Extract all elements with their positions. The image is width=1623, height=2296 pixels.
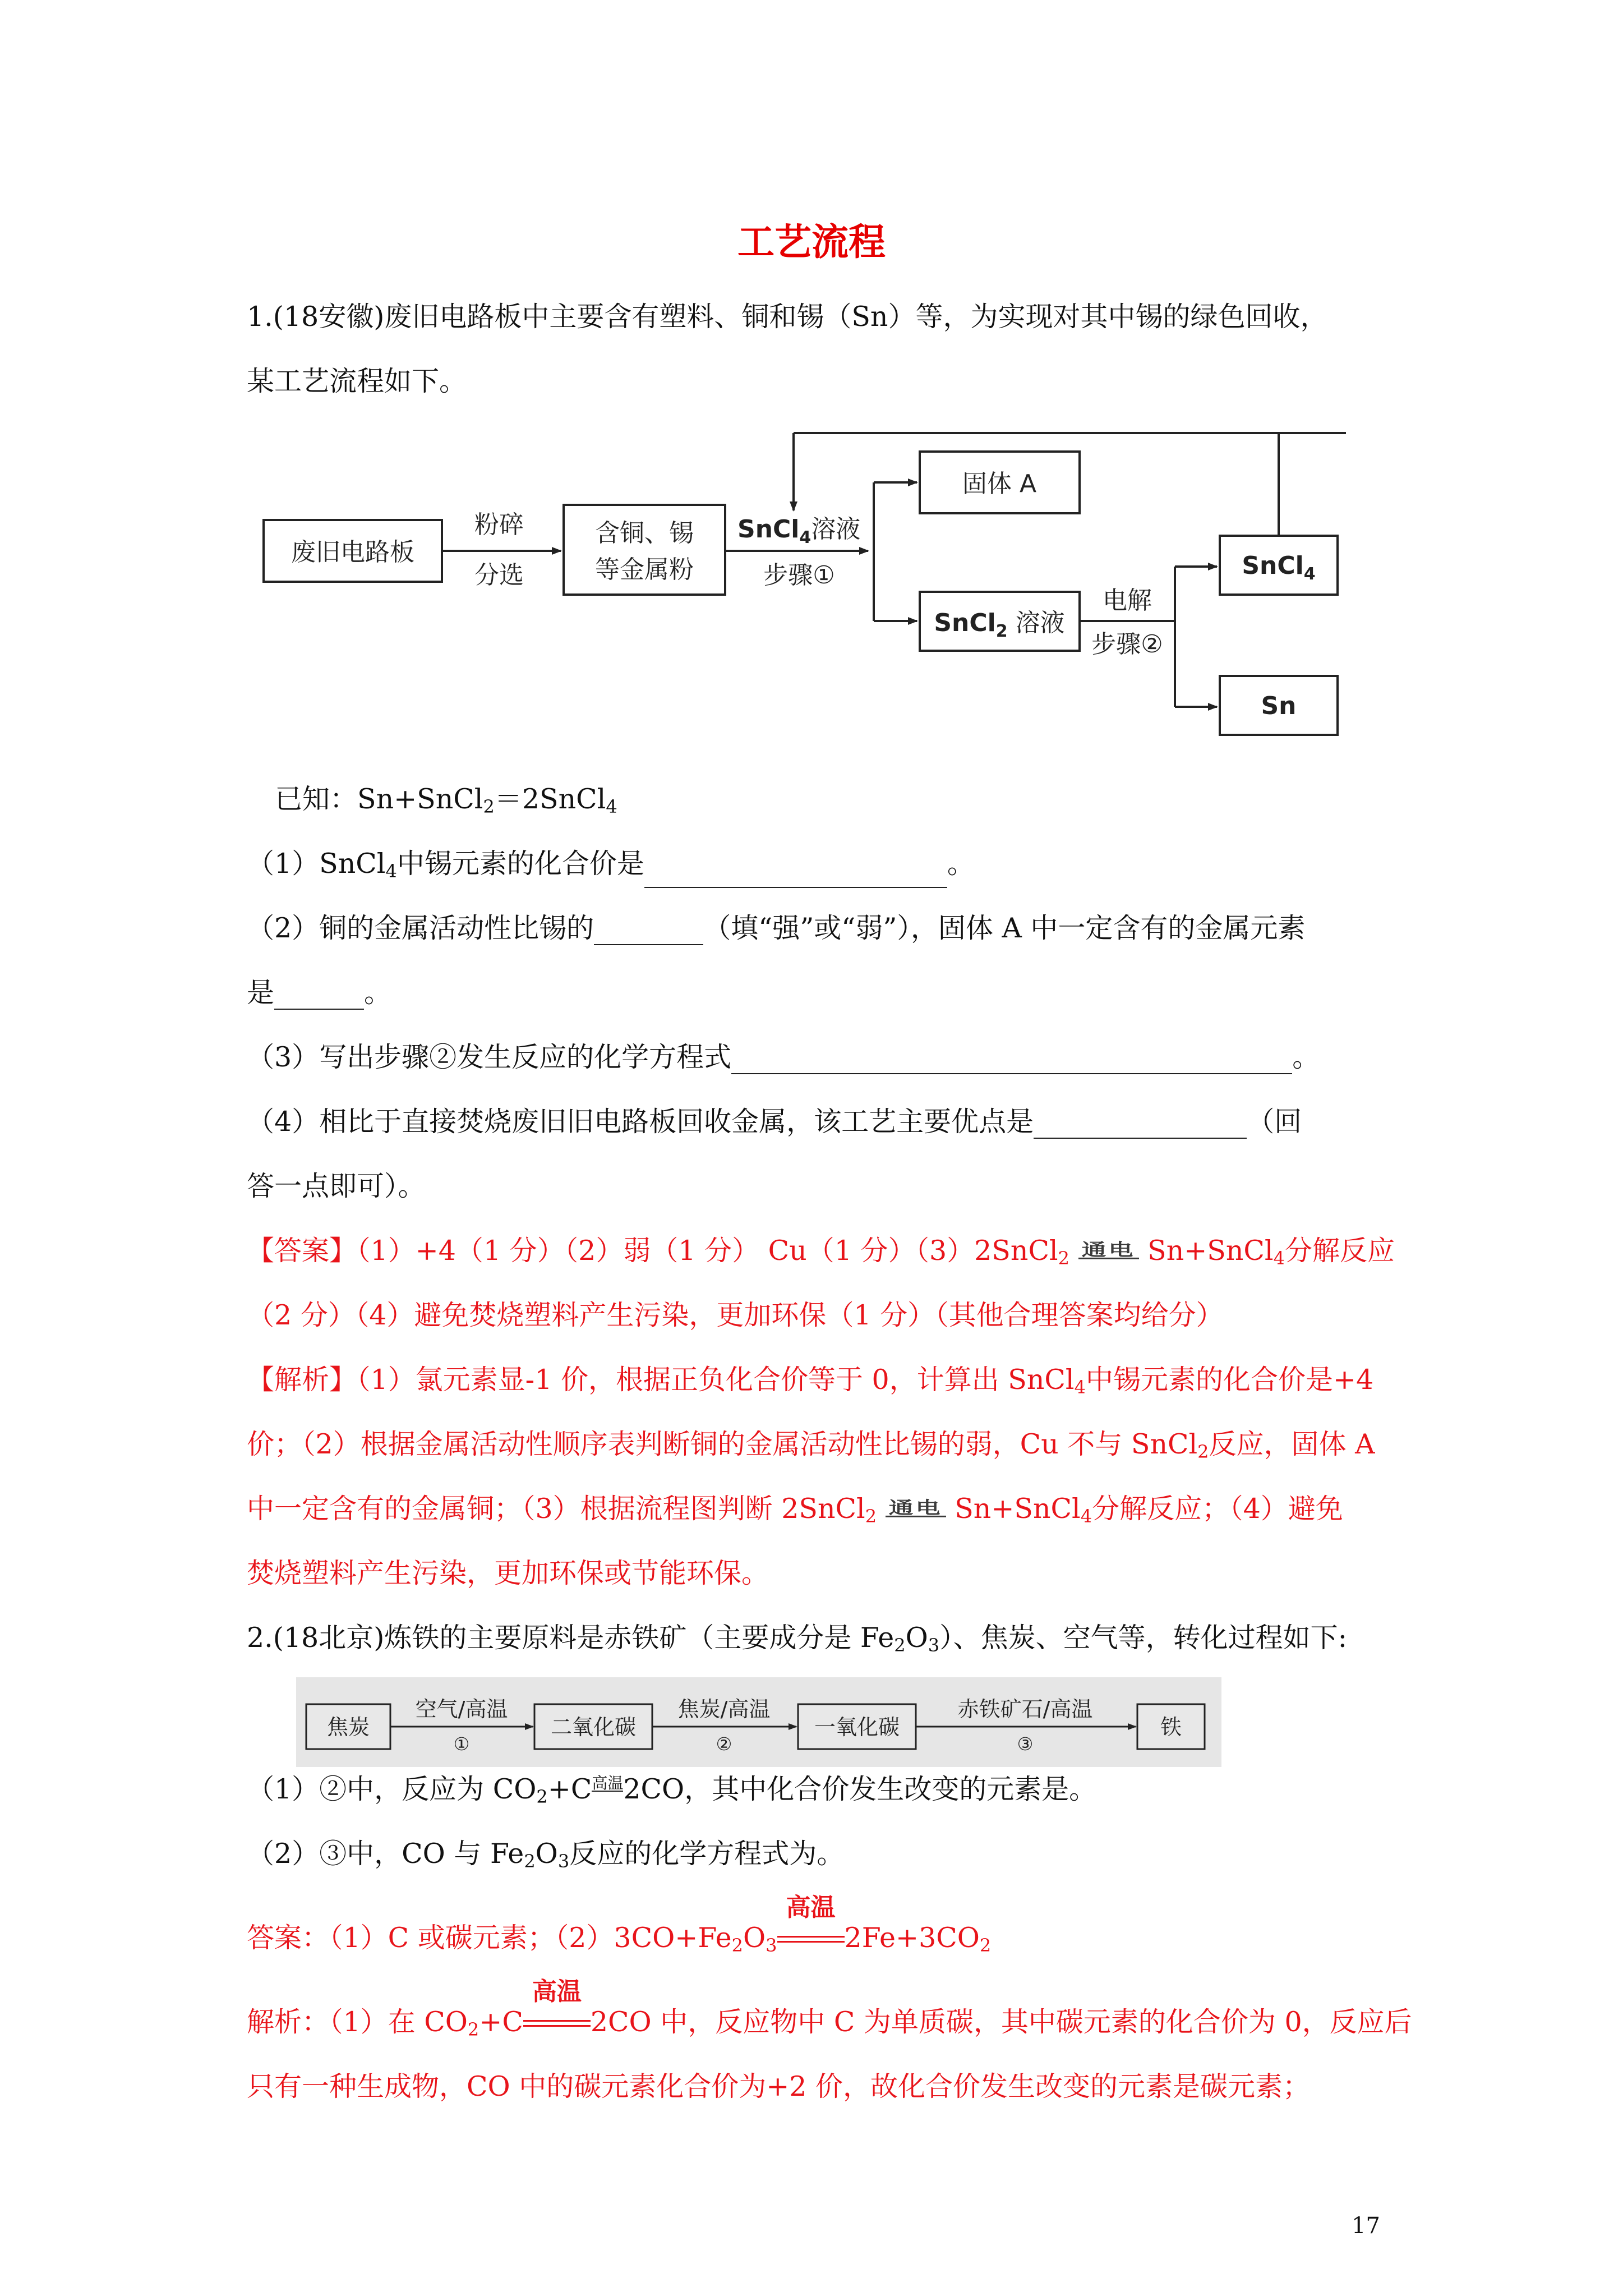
q2-explanation-line2: 只有一种生成物，CO 中的碳元素化合价为+2 价，故化合价发生改变的元素是碳元素；: [247, 2070, 1311, 2102]
label-step-1: ①: [453, 1733, 470, 1755]
page-number: 17: [1352, 2213, 1380, 2239]
condition-high-temp: 高温: [523, 2005, 591, 2039]
answer-blank-5[interactable]: [1034, 1113, 1247, 1139]
label-step-2: ②: [716, 1733, 732, 1755]
q1-part1: （1）SnCl$_4$中锡元素的化合价是 。: [247, 847, 1391, 888]
label-sn: Sn: [1261, 692, 1297, 720]
q1-part4-line2: 答一点即可）。: [247, 1170, 426, 1202]
answer-blank-1[interactable]: [644, 862, 947, 888]
label-co2: 二氧化碳: [550, 1715, 637, 1740]
condition-electrolysis: 通电: [886, 1501, 946, 1517]
label-crush: 粉碎: [474, 510, 524, 539]
label-solid-a: 固体 A: [962, 470, 1037, 498]
q2-part1: （1）②中，反应为 $CO_2+C$高温2CO，其中化合价发生改变的元素是。: [247, 1773, 1097, 1807]
label-powder-line1: 含铜、锡: [595, 519, 694, 547]
label-hematite-high-temp: 赤铁矿石/高温: [957, 1697, 1093, 1722]
label-coke-high-temp: 焦炭/高温: [677, 1697, 771, 1722]
q1-explanation-line3: 中一定含有的金属铜；（3）根据流程图判断 2SnCl$_2$ 通电 Sn+SnCl$_4$分解反应；（4）避免: [247, 1493, 1343, 1527]
condition-high-temp: 高温: [777, 1921, 845, 1955]
answer-blank-2[interactable]: [594, 919, 703, 945]
q1-answer-line2: （2 分）（4）避免焚烧塑料产生污染，更加环保（1 分）（其他合理答案均给分）: [247, 1299, 1224, 1331]
label-coke: 焦炭: [326, 1715, 370, 1740]
q1-explanation-line2: 价；（2）根据金属活动性顺序表判断铜的金属活动性比锡的弱，Cu 不与 SnCl$_2$反应，固体 A: [247, 1428, 1375, 1462]
label-sncl4: SnCl$_4$: [1242, 551, 1316, 584]
q1-part2-line2: 是 。: [247, 977, 392, 1009]
q1-known: 已知：Sn+SnCl$_2$＝2SnCl$_4$: [275, 783, 617, 817]
condition-high-temp: 高温: [592, 1774, 624, 1792]
q1-part4-line1: （4）相比于直接焚烧废旧旧电路板回收金属，该工艺主要优点是 （回: [247, 1106, 1302, 1138]
label-step-3: ③: [1017, 1733, 1034, 1755]
q1-explanation-line4: 焚烧塑料产生污染，更加环保或节能环保。: [247, 1557, 769, 1589]
label-waste-circuit-board: 废旧电路板: [291, 538, 414, 567]
label-electrolysis: 电解: [1103, 586, 1152, 615]
label-sncl2-solution: SnCl$_2$ 溶液: [934, 609, 1065, 641]
label-step2: 步骤②: [1091, 630, 1163, 659]
page-title: 工艺流程: [737, 220, 886, 264]
label-sort: 分选: [474, 561, 524, 590]
q1-part3: （3）写出步骤②发生反应的化学方程式 。: [247, 1041, 1320, 1073]
q1-answer-line1: 【答案】（1）+4（1 分）（2）弱（1 分） Cu（1 分）（3）2SnCl$_2$ 通电 Sn+SnCl$_4$分解反应: [247, 1235, 1395, 1269]
q2-explanation-line1: 解析：（1）在 $CO_2+C$ 高温 2CO 中，反应物中 C 为单质碳，其中碳元素的化合价为 0，反应后: [247, 1977, 1412, 2040]
q1-stem-line2: 某工艺流程如下。: [247, 365, 467, 397]
q1-flow-diagram: [247, 424, 1374, 738]
q1-stem-line1: 1.(18安徽)废旧电路板中主要含有塑料、铜和锡（Sn）等，为实现对其中锡的绿色回收，: [247, 301, 1328, 333]
label-powder-line2: 等金属粉: [595, 555, 694, 584]
condition-electrolysis: 通电: [1078, 1243, 1139, 1259]
label-step1-reagent: SnCl$_4$溶液: [737, 515, 861, 547]
q2-part2: （2）③中，CO 与 $Fe_2O_3$反应的化学方程式为。: [247, 1838, 845, 1872]
label-step1: 步骤①: [763, 561, 835, 590]
label-co: 一氧化碳: [814, 1715, 900, 1740]
q1-part2-line1: （2）铜的金属活动性比锡的 （填“强”或“弱”），固体 A 中一定含有的金属元素: [247, 912, 1306, 944]
answer-blank-4[interactable]: [731, 1048, 1292, 1074]
answer-blank-3[interactable]: [274, 984, 364, 1010]
label-air-high-temp: 空气/高温: [415, 1697, 508, 1722]
q2-flow-diagram: [296, 1677, 1221, 1767]
q1-explanation-line1: 【解析】（1）氯元素显-1 价，根据正负化合价等于 0，计算出 SnCl$_4$中锡元素的化合价是+4: [247, 1364, 1374, 1398]
q2-stem: 2.(18北京)炼铁的主要原料是赤铁矿（主要成分是 $Fe_2O_3$）、焦炭、空气等，转化过程如下:: [247, 1622, 1348, 1656]
q2-answer: 答案：（1）C 或碳元素；$(2)3CO+Fe_2O_3$ 高温 $2Fe+3CO_2$: [247, 1893, 992, 1956]
label-iron: 铁: [1160, 1715, 1182, 1740]
